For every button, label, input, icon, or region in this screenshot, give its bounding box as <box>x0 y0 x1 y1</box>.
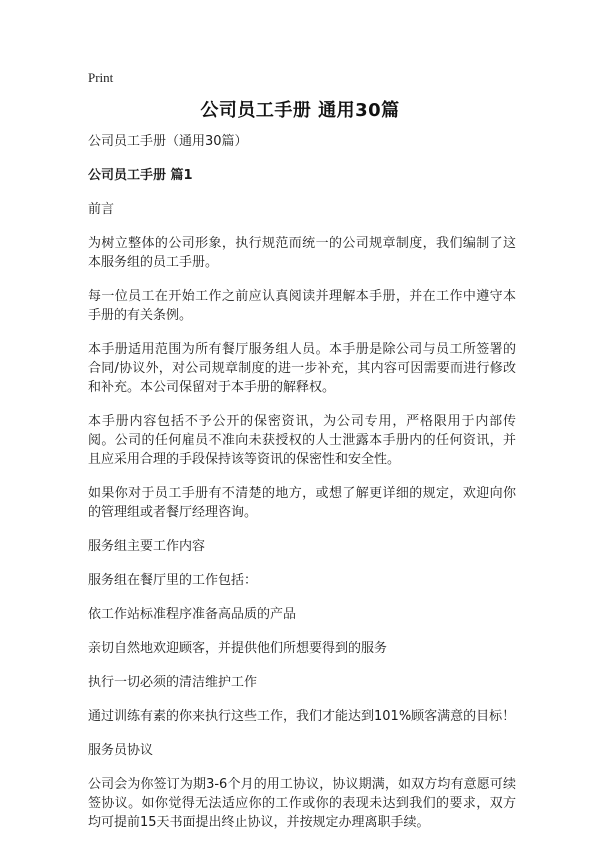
document-title: 公司员工手册 通用30篇 <box>200 100 400 121</box>
paragraph-questions: 如果你对于员工手册有不清楚的地方，或想了解更详细的规定，欢迎向你的管理组或者餐厅经理咨询。 <box>88 486 516 520</box>
print-label: Print <box>88 70 114 85</box>
paragraph-confidential: 本手册内容包括不予公开的保密资讯，为公司专用，严格限用于内部传阅。公司的任何雇员不准向未获授权的人士泄露本手册内的任何资讯，并且应采用合理的手段保持该等资讯的保密性和安全性。 <box>88 414 516 467</box>
document-subtitle: 公司员工手册（通用30篇） <box>88 134 248 149</box>
work-item: 通过训练有素的你来执行这些工作，我们才能达到101%顾客满意的目标！ <box>88 709 516 724</box>
paragraph-scope: 本手册适用范围为所有餐厅服务组人员。本手册是除公司与员工所签署的合同/协议外，对公司规章制度的进一步补充，其内容可因需要而进行修改和补充。本公司保留对于本手册的解释权。 <box>88 342 516 395</box>
paragraph-purpose: 为树立整体的公司形象，执行规范而统一的公司规章制度，我们编制了这本服务组的员工手册。 <box>88 236 516 270</box>
document-body <box>88 132 516 847</box>
work-item: 依工作站标准程序准备高品质的产品 <box>88 607 297 622</box>
work-item: 亲切自然地欢迎顾客，并提供他们所想要得到的服务 <box>88 641 388 656</box>
paragraph-read-manual: 每一位员工在开始工作之前应认真阅读并理解本手册，并在工作中遵守本手册的有关条例。 <box>88 289 516 323</box>
agreement-text: 公司会为你签订为期3-6个月的用工协议，协议期满，如双方均有意愿可续签协议。如你觉得无法适应你的工作或你的表现未达到我们的要求，双方均可提前15天书面提出终止协议，并按规定办理离职手续。 <box>88 777 516 830</box>
preface-label: 前言 <box>88 202 115 217</box>
agreement-title: 服务员协议 <box>88 743 154 758</box>
work-intro: 服务组在餐厅里的工作包括： <box>88 573 258 588</box>
section-heading: 公司员工手册 篇1 <box>88 168 193 183</box>
work-item: 执行一切必须的清洁维护工作 <box>88 675 258 690</box>
work-section-title: 服务组主要工作内容 <box>88 539 206 554</box>
